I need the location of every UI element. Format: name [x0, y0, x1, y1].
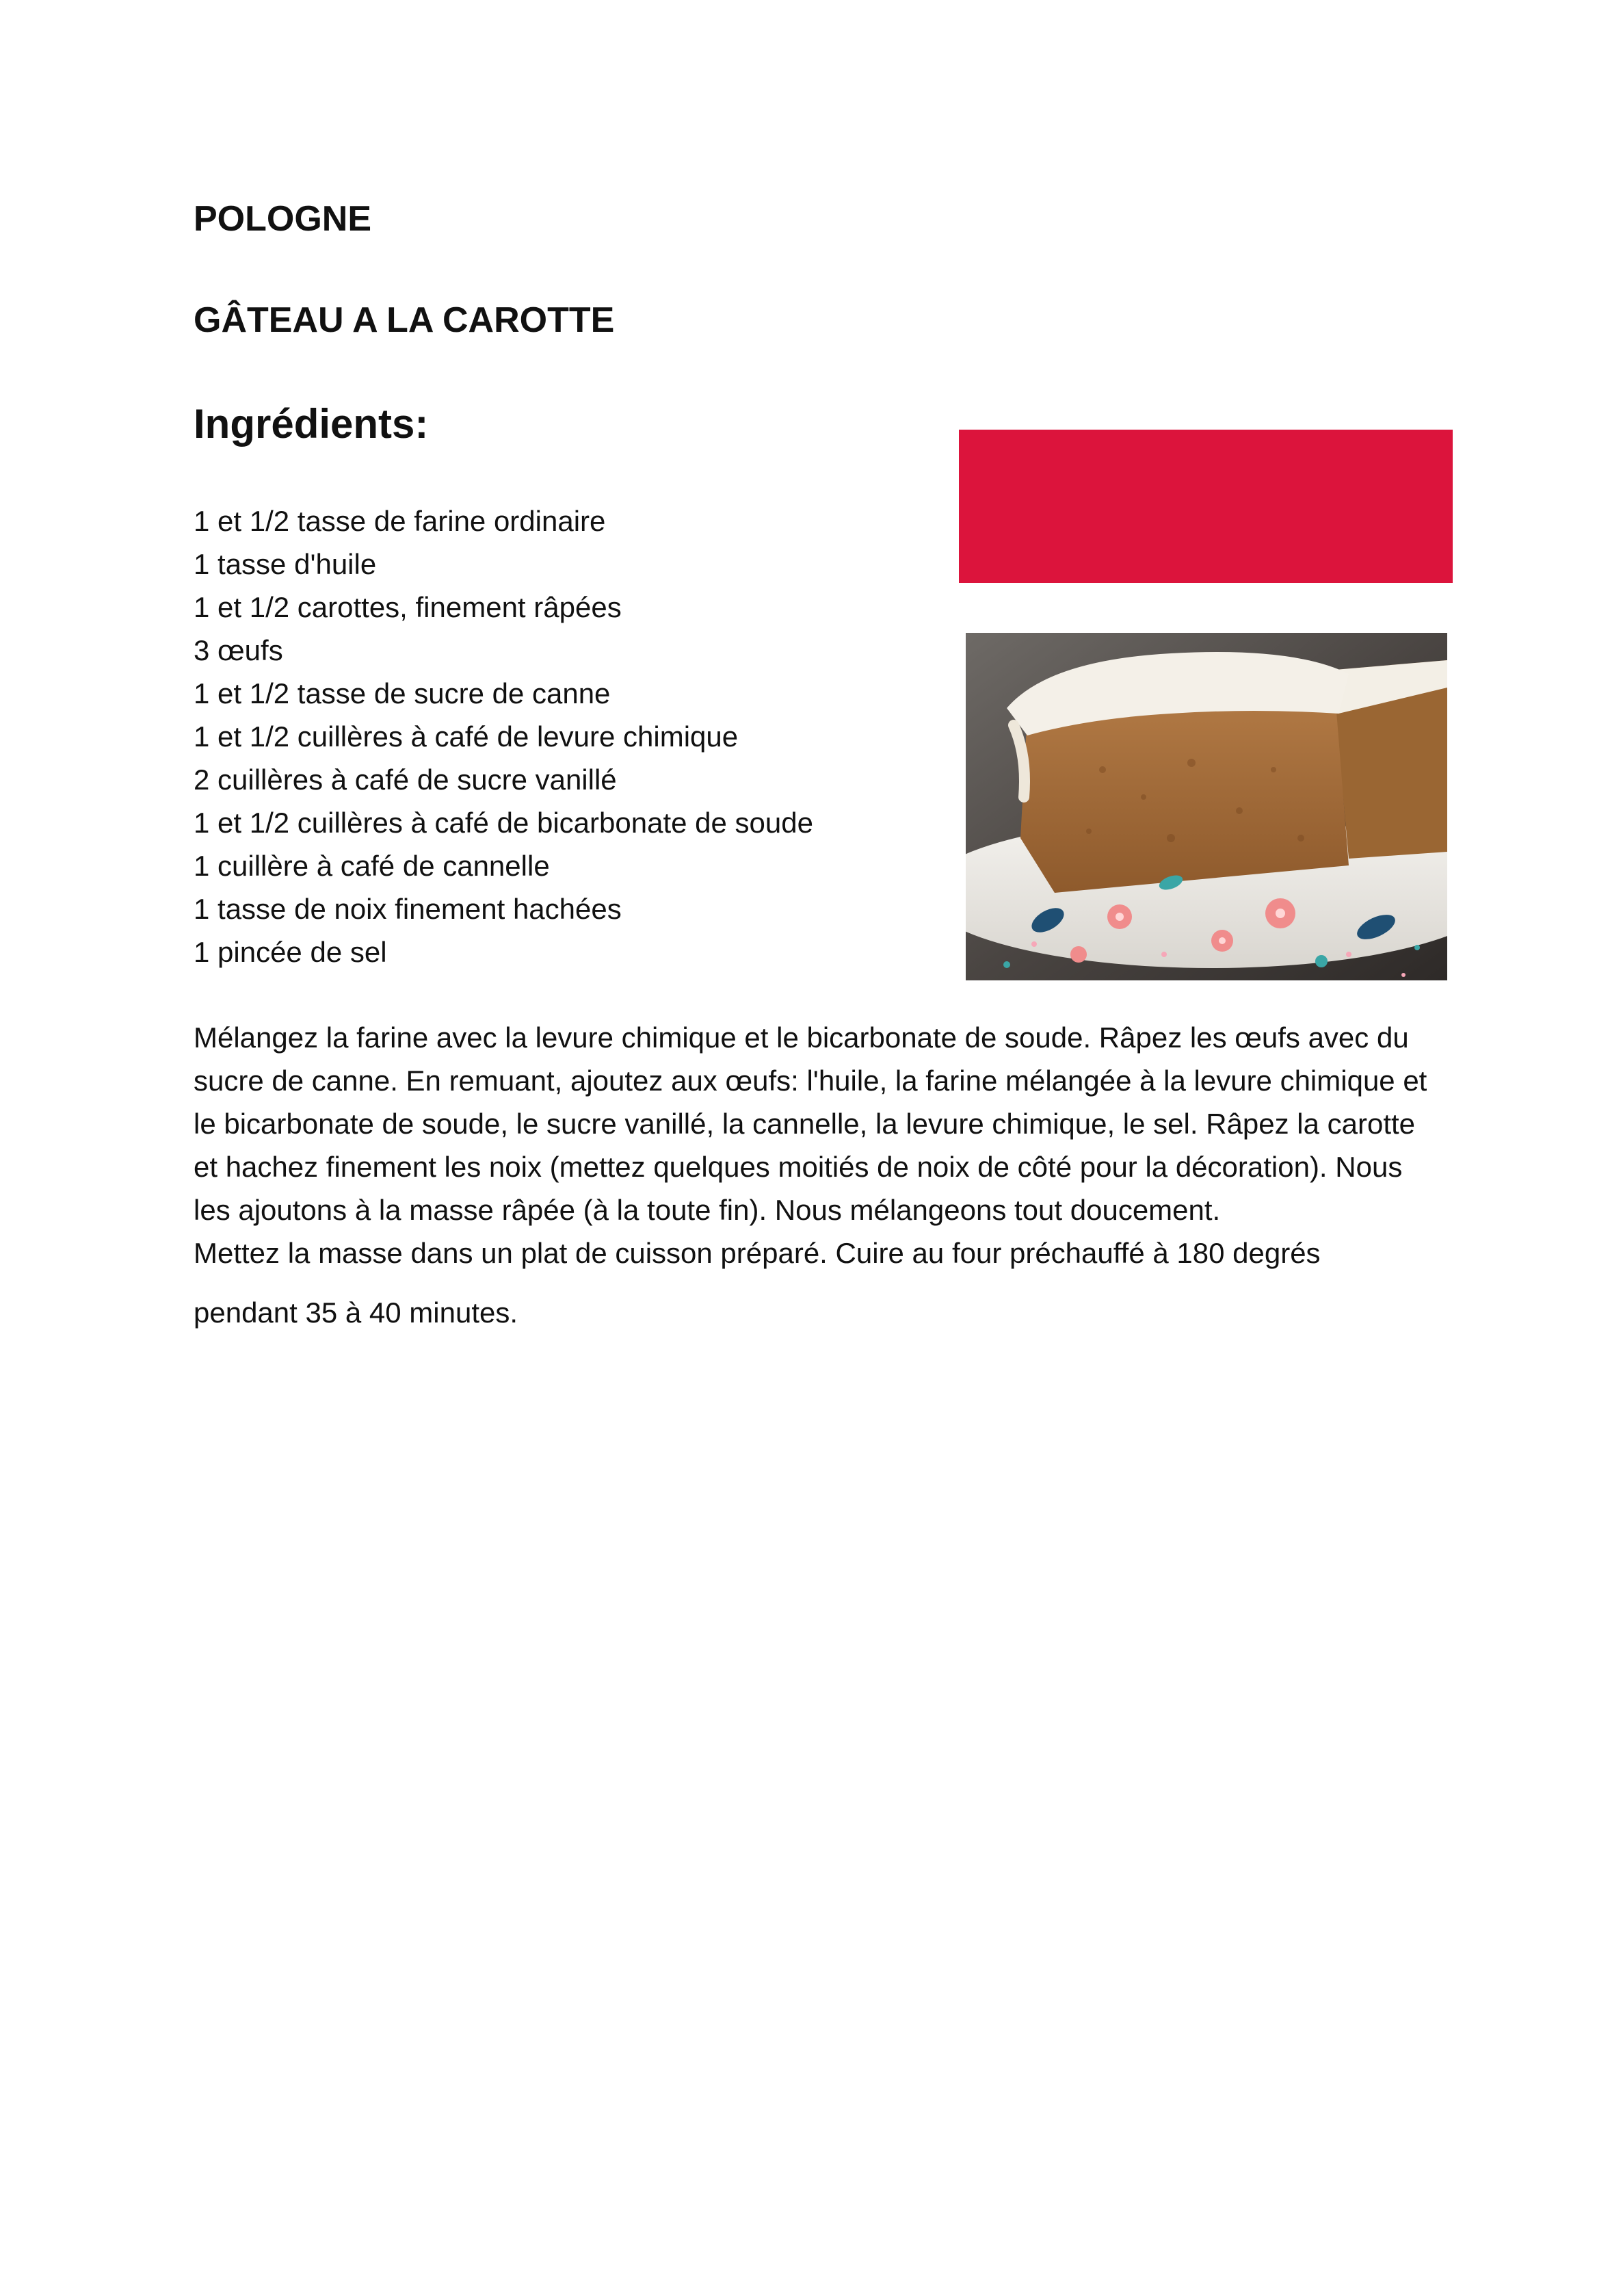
ingredients-list [194, 499, 813, 974]
method-paragraph: pendant 35 à 40 minutes. [194, 1296, 518, 1329]
ingredient-item: 1 et 1/2 tasse de farine ordinaire [194, 505, 606, 537]
carrot-cake-photo [966, 633, 1447, 980]
ingredient-item: 1 et 1/2 tasse de sucre de canne [194, 677, 611, 709]
ingredient-item: 1 et 1/2 carottes, finement râpées [194, 591, 622, 623]
ingredient-item: 1 pincée de sel [194, 936, 387, 968]
ingredient-item: 1 et 1/2 cuillères à café de bicarbonate de soude [194, 807, 813, 839]
ingredient-item: 1 cuillère à café de cannelle [194, 850, 550, 882]
carrot-cake-illustration [966, 633, 1447, 980]
dish-title: GÂTEAU A LA CAROTTE [194, 300, 615, 340]
ingredient-item: 1 tasse de noix finement hachées [194, 893, 622, 925]
ingredients-heading: Ingrédients: [194, 401, 429, 447]
ingredient-item: 2 cuillères à café de sucre vanillé [194, 764, 617, 796]
method-paragraph: Mélangez la farine avec la levure chimique et le bicarbonate de soude. Râpez les œufs avec du sucre de canne. En remuant, ajoutez aux œufs: l'huile, la farine mélangée à la levure chimique et le bicarbonate de soude, le sucre vanillé, la cannelle, la levure chimique, le sel. Râpez la carotte et hachez finement les noix (mettez quelques moitiés de noix de côté pour la décoration). Nous les ajoutons à la masse râpée (à la toute fin). Nous mélangeons tout doucement. [194, 1021, 1427, 1226]
country-heading: POLOGNE [194, 199, 372, 239]
flag-red-band [959, 430, 1453, 583]
ingredient-item: 3 œufs [194, 634, 283, 666]
method-paragraph: Mettez la masse dans un plat de cuisson préparé. Cuire au four préchauffé à 180 degrés [194, 1237, 1321, 1269]
ingredient-item: 1 et 1/2 cuillères à café de levure chimique [194, 720, 739, 753]
method-text [194, 1016, 1438, 1334]
ingredient-item: 1 tasse d'huile [194, 548, 377, 580]
